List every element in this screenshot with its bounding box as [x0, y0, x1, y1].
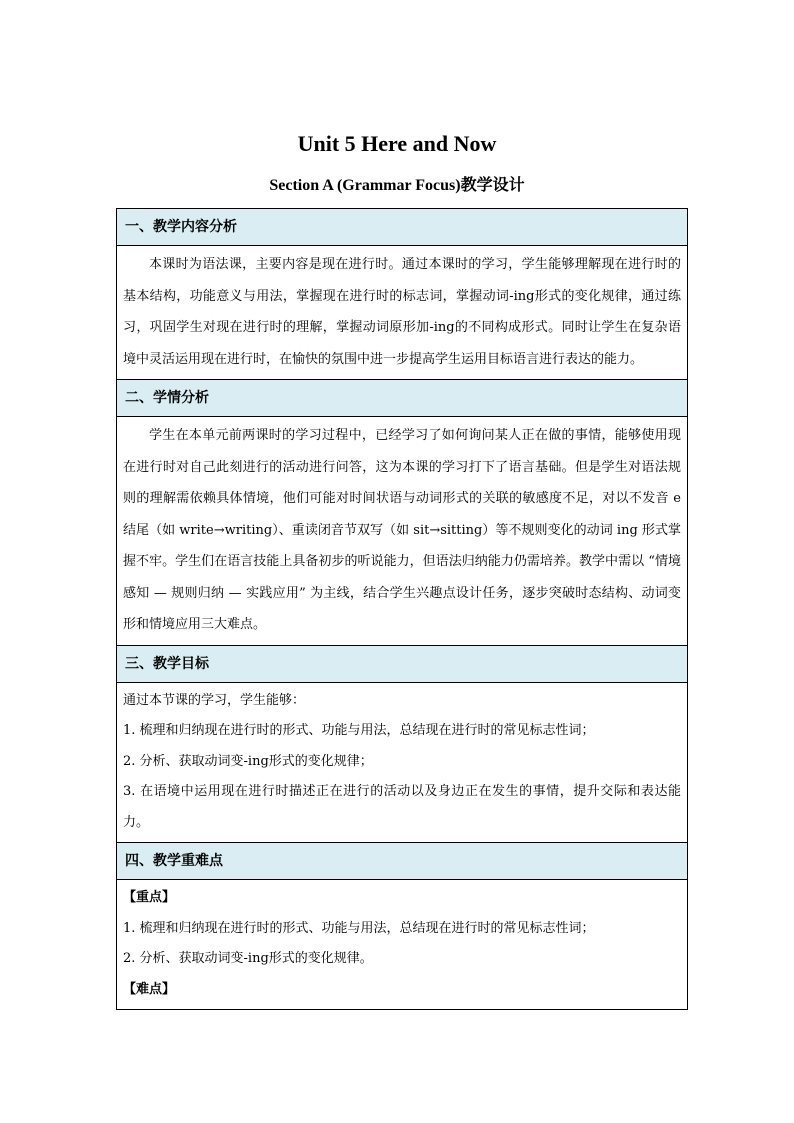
key-point-item: 2. 分析、获取动词变-ing形式的变化规律。: [123, 951, 373, 966]
section-header-objectives: 三、教学目标: [117, 646, 687, 683]
section-header-content-analysis: 一、教学内容分析: [117, 209, 687, 246]
lesson-plan-table: [116, 208, 688, 1010]
section-body-key-difficult: [117, 880, 687, 1009]
section-header-learner-analysis: 二、学情分析: [117, 380, 687, 417]
objective-item: 2. 分析、获取动词变-ing形式的变化规律；: [123, 753, 373, 769]
learner-analysis-paragraph: 学生在本单元前两课时的学习过程中，已经学习了如何询问某人正在做的事情，能够使用现在进行时对自己此刻进行的活动进行问答，这为本课的学习打下了语言基础。但是学生对语法规则的理解需依赖具体情境，他们可能对时间状语与动词形式的关联的敏感度不足，对以不发音 e 结尾（如 write→writing）、重读闭音节双写（如 sit→sitting）等不规则变化的动词 ing 形式掌握不牢。学生们在语言技能上具备初步的听说能力，但语法归纳能力仍需培养。教学中需以 “情境感知 — 规则归纳 — 实践应用” 为主线，结合学生兴趣点设计任务，逐步突破时态结构、动词变形和情境应用三大难点。: [123, 428, 681, 632]
section-body-objectives: [117, 683, 687, 844]
section-body-content-analysis: [117, 246, 687, 380]
key-points-label: 【重点】: [123, 890, 176, 905]
objective-item: 1. 梳理和归纳现在进行时的形式、功能与用法，总结现在进行时的常见标志性词；: [123, 723, 595, 738]
content-analysis-paragraph: 本课时为语法课，主要内容是现在进行时。通过本课时的学习，学生能够理解现在进行时的基本结构，功能意义与用法，掌握现在进行时的标志词，掌握动词-ing形式的变化规律，通过练习，巩固学生对现在进行时的理解，掌握动词原形加-ing的不同构成形式。同时让学生在复杂语境中灵活运用现在进行时，在愉快的氛围中进一步提高学生运用目标语言进行表达的能力。: [123, 257, 681, 367]
section-header-key-difficult: 四、教学重难点: [117, 843, 687, 880]
difficult-points-label: 【难点】: [123, 981, 176, 997]
document-title: Unit 5 Here and Now: [297, 131, 497, 156]
section-body-learner-analysis: [117, 417, 687, 646]
document-subtitle: Section A (Grammar Focus)教学设计: [269, 177, 525, 194]
objectives-intro: 通过本节课的学习，学生能够：: [123, 692, 306, 708]
objective-item: 3. 在语境中运用现在进行时描述正在进行的活动以及身边正在发生的事情，提升交际和表达能力。: [123, 784, 681, 830]
key-point-item: 1. 梳理和归纳现在进行时的形式、功能与用法，总结现在进行时的常见标志性词；: [123, 920, 595, 936]
